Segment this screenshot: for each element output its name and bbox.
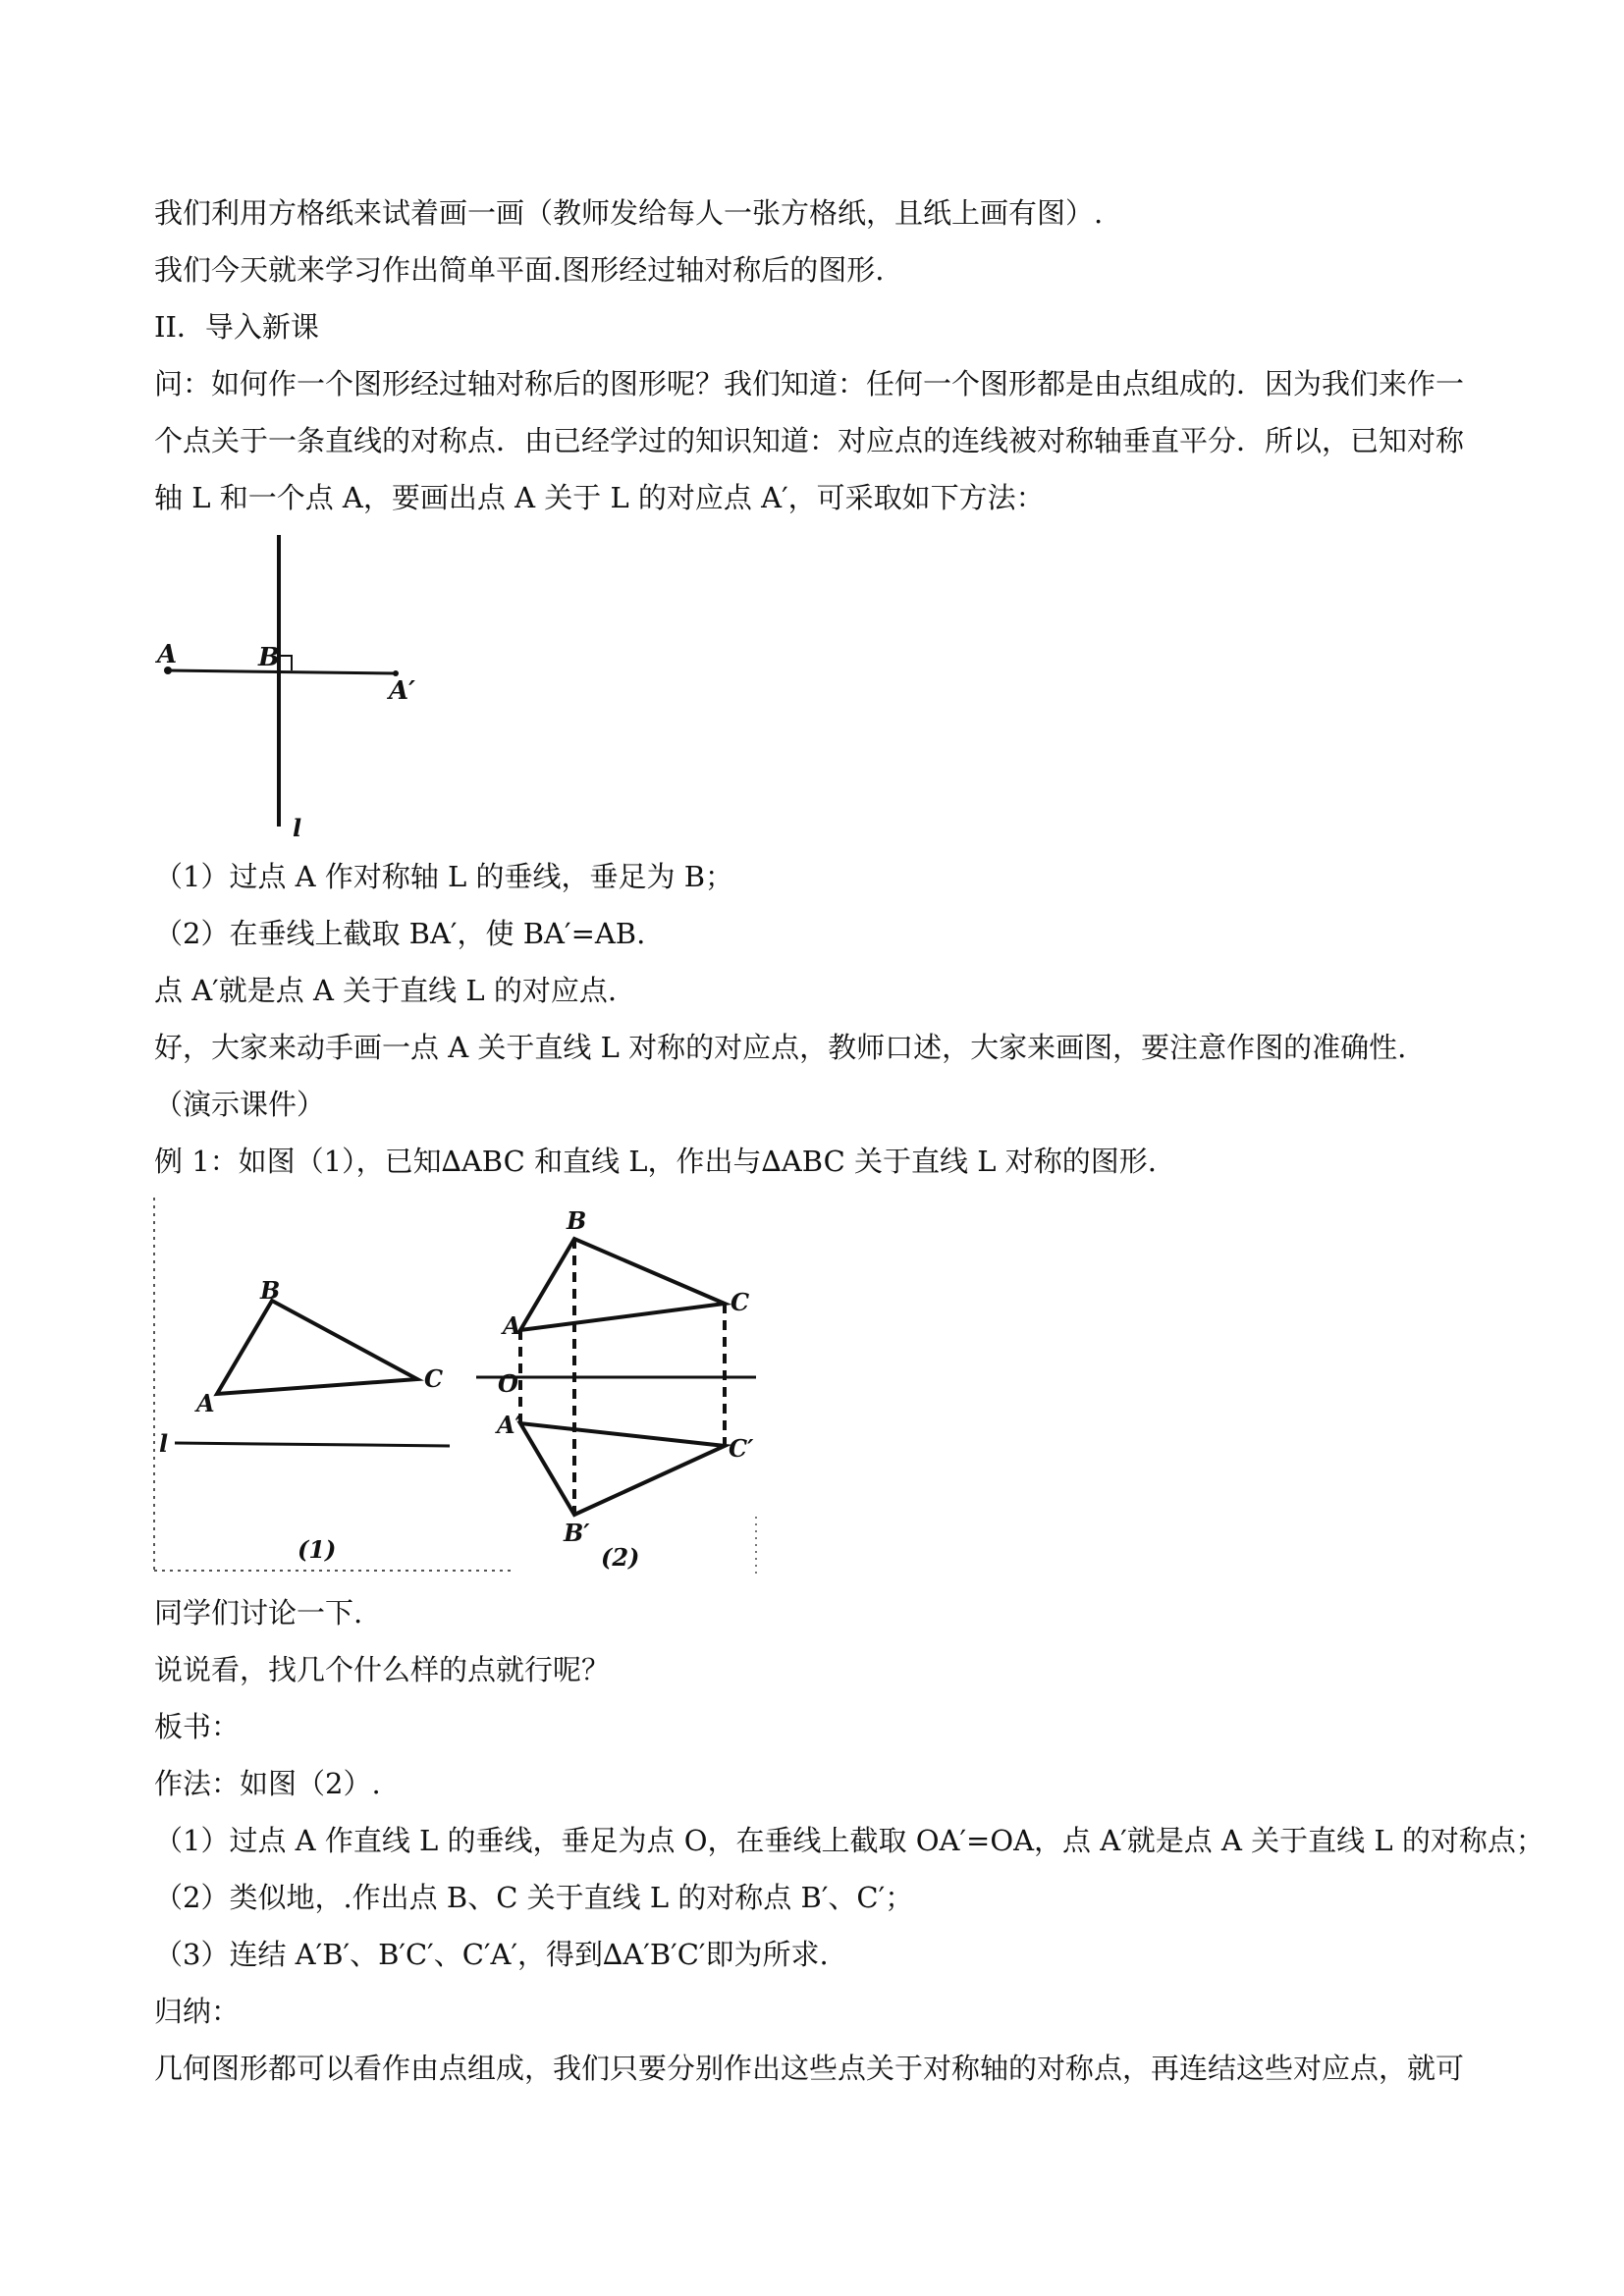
ask: 说说看，找几个什么样的点就行呢？	[154, 1653, 611, 1686]
example-1: 例 1：如图（1），已知∆ABC 和直线 L，作出与∆ABC 关于直线 L 对称的图形.	[154, 1145, 1157, 1178]
method-step-1: （1）过点 A 作直线 L 的垂线，垂足为点 O，在垂线上截取 OA′=OA，点 A′就是点 A 关于直线 L 的对称点；	[154, 1824, 1544, 1857]
caption-1: (1)	[298, 1535, 337, 1564]
board-label: 板书：	[154, 1710, 241, 1743]
method-step-2: （2）类似地，.作出点 B、C 关于直线 L 的对称点 B′、C′；	[154, 1881, 914, 1914]
label-l: l	[159, 1429, 169, 1458]
label-b-prime: B′	[564, 1519, 590, 1547]
label-a: A	[196, 1389, 215, 1417]
label-b: B	[260, 1276, 281, 1305]
method-step-3: （3）连结 A′B′、B′C′、C′A′，得到∆A′B′C′即为所求.	[154, 1938, 829, 1971]
method-heading: 作法：如图（2）.	[154, 1767, 381, 1800]
discuss: 同学们讨论一下.	[154, 1596, 363, 1629]
triangle-abc	[520, 1239, 725, 1330]
line-l	[175, 1443, 450, 1446]
label-a-prime: A′	[497, 1411, 521, 1439]
label-c: C	[731, 1288, 750, 1316]
perpendicular-segment	[168, 670, 396, 673]
conclusion: 点 A′就是点 A 关于直线 L 的对应点.	[154, 974, 618, 1007]
section-heading: II．导入新课	[154, 310, 319, 344]
demo-note: （演示课件）	[154, 1088, 326, 1121]
para-question-1: 问：如何作一个图形经过轴对称后的图形呢？我们知道：任何一个图形都是由点组成的．因为我们来作一	[154, 367, 1465, 400]
point-reflection-figure	[147, 530, 442, 854]
para-question-3: 轴 L 和一个点 A，要画出点 A 关于 L 的对应点 A′，可采取如下方法：	[154, 481, 1045, 514]
triangle-abc	[217, 1301, 417, 1394]
label-a: A	[157, 640, 178, 669]
para-intro-2: 我们今天就来学习作出简单平面.图形经过轴对称后的图形.	[154, 253, 885, 287]
figure-1-triangle	[147, 1193, 520, 1580]
para-intro-1: 我们利用方格纸来试着画一画（教师发给每人一张方格纸，且纸上画有图）.	[154, 196, 1104, 230]
label-l: l	[293, 814, 302, 842]
figure-2-reflection	[471, 1193, 785, 1580]
para-question-2: 个点关于一条直线的对称点．由已经学过的知识知道：对应点的连线被对称轴垂直平分．所以，已知对称	[154, 424, 1465, 457]
step-1: （1）过点 A 作对称轴 L 的垂线，垂足为 B；	[154, 860, 734, 893]
step-2: （2）在垂线上截取 BA′，使 BA′=AB.	[154, 917, 646, 950]
summary-heading: 归纳：	[154, 1995, 241, 2028]
label-c: C	[424, 1364, 444, 1393]
label-b: B	[567, 1206, 587, 1235]
summary-text: 几何图形都可以看作由点组成，我们只要分别作出这些点关于对称轴的对称点，再连结这些对应点，就可	[154, 2052, 1465, 2085]
label-a: A	[503, 1311, 521, 1340]
label-b: B	[258, 643, 280, 672]
practice-instruction: 好，大家来动手画一点 A 关于直线 L 对称的对应点，教师口述，大家来画图，要注意作图的准确性.	[154, 1031, 1407, 1064]
label-c-prime: C′	[729, 1434, 754, 1463]
caption-2: (2)	[601, 1543, 640, 1572]
label-a-prime: A′	[389, 676, 416, 706]
triangle-a-prime-b-prime-c-prime	[520, 1423, 725, 1515]
label-o: O	[498, 1369, 518, 1398]
